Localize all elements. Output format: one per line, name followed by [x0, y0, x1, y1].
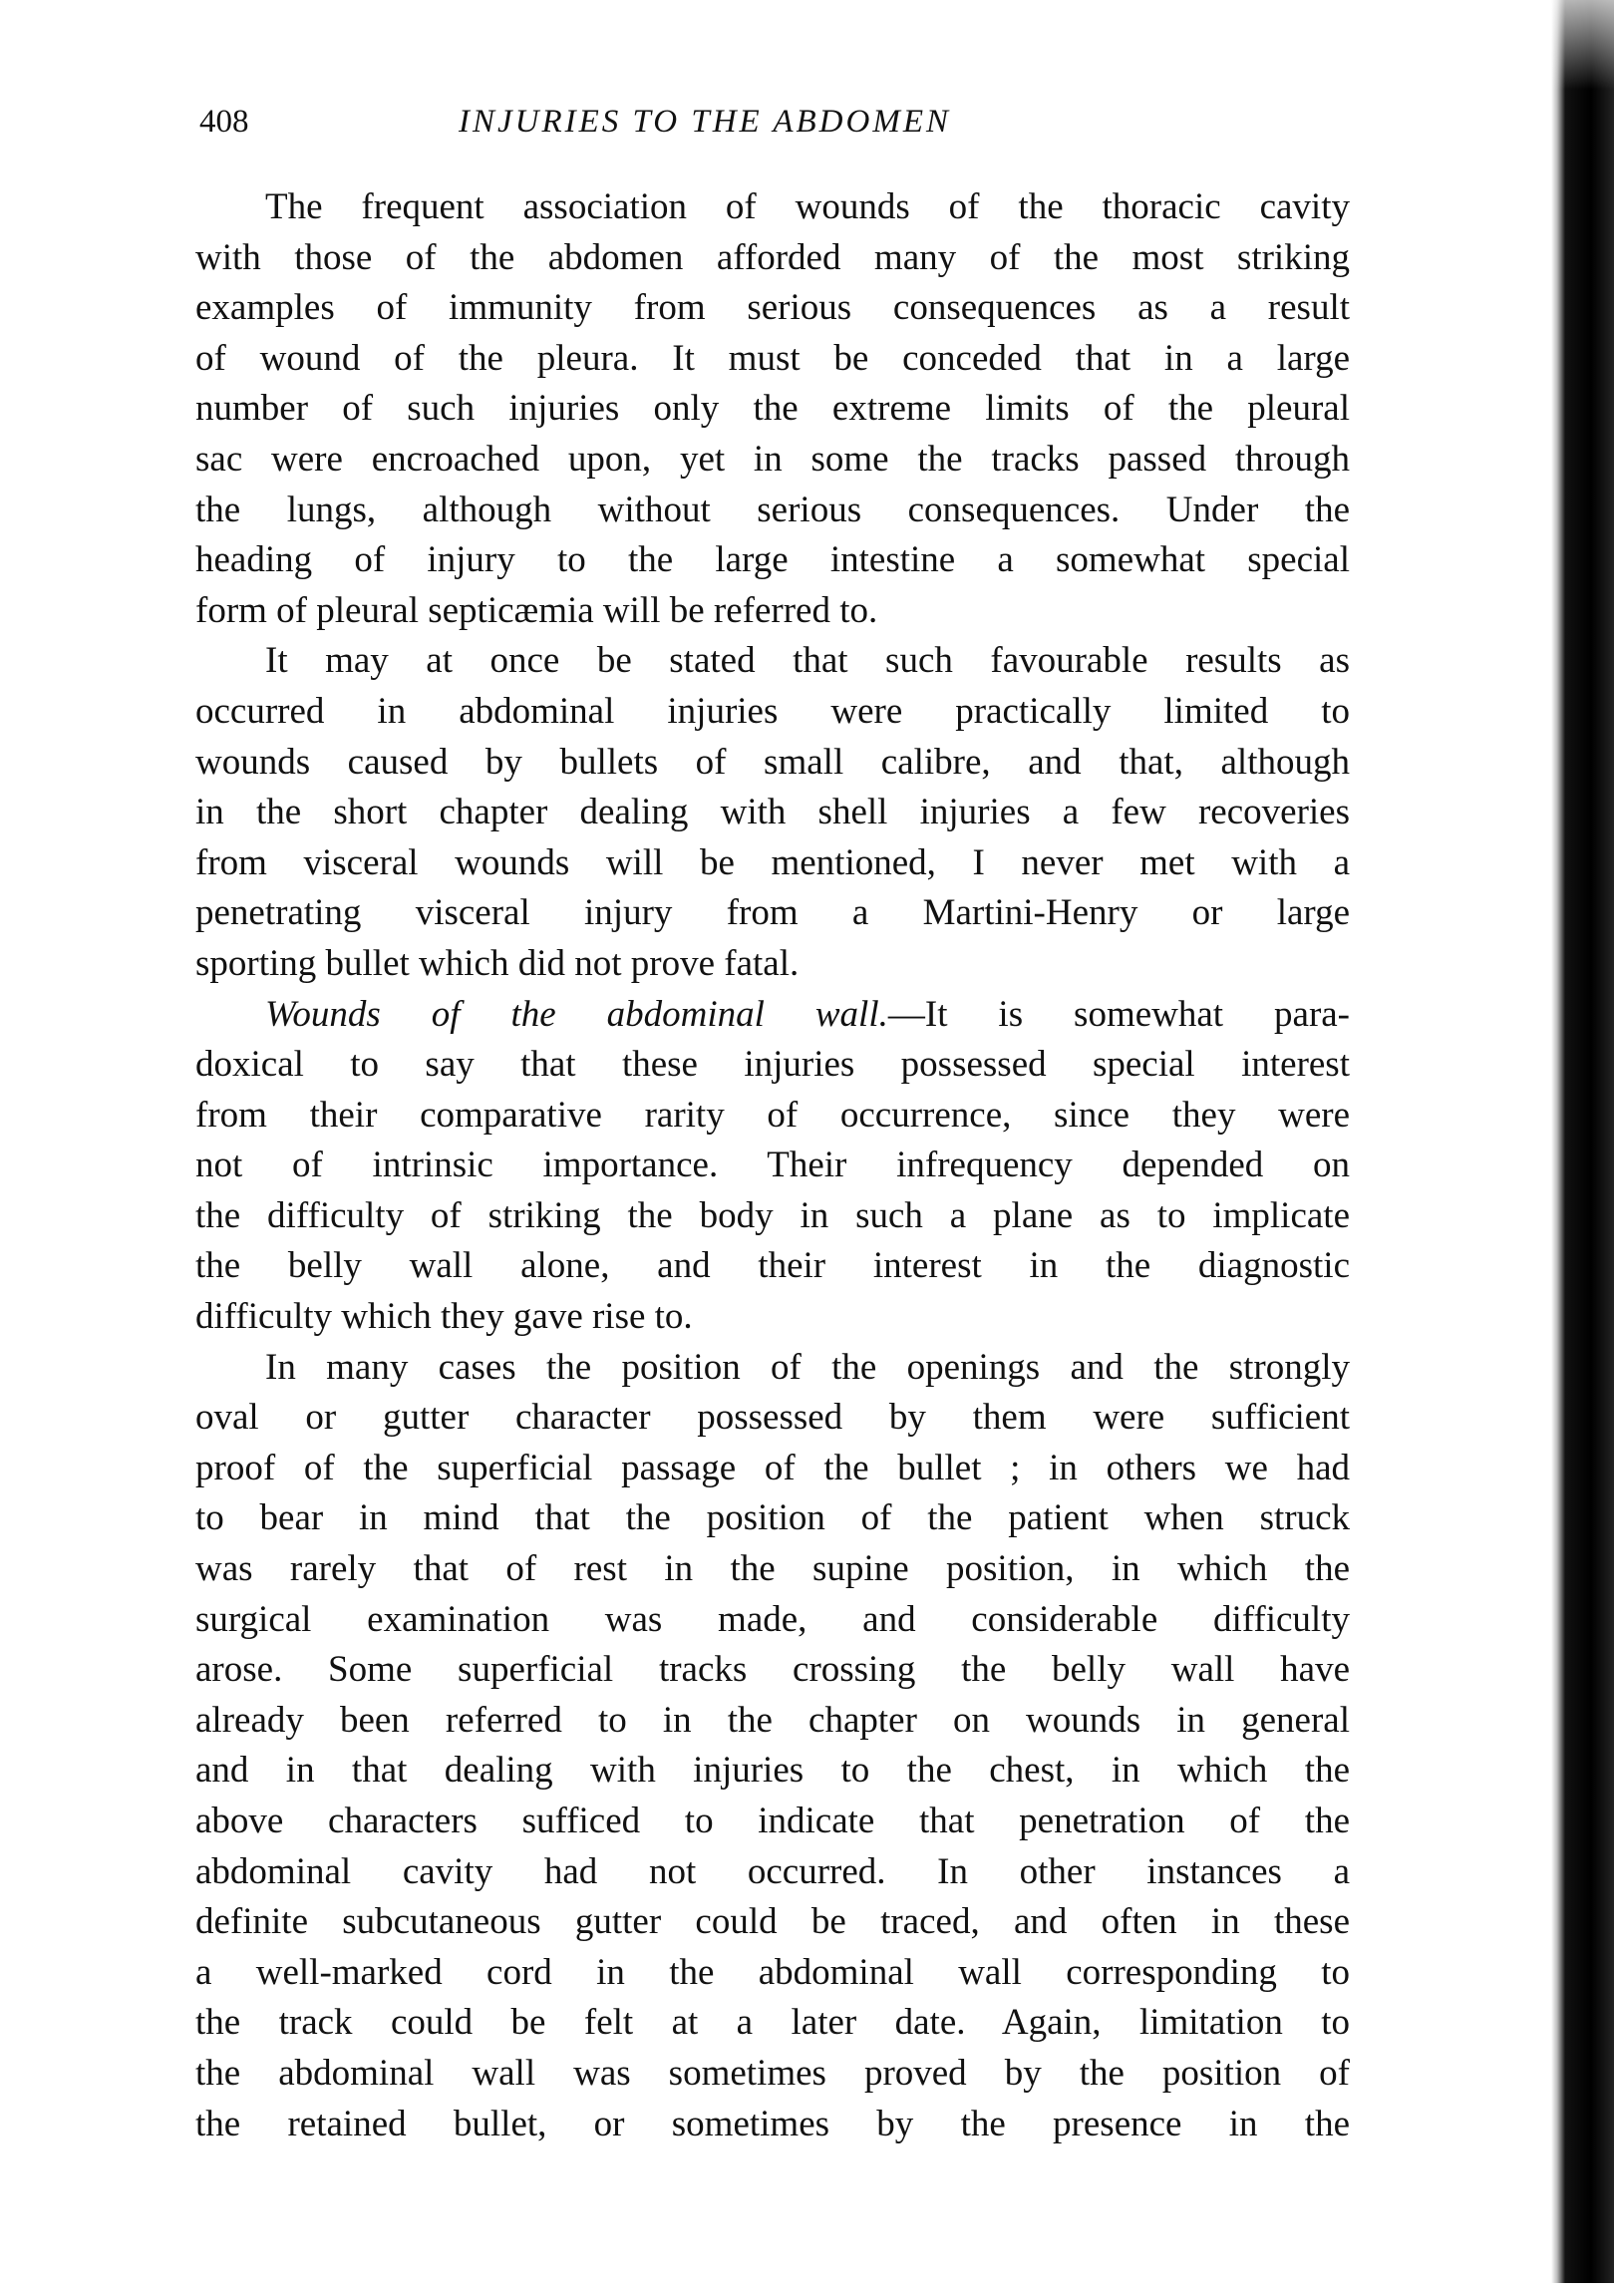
text-line: The frequent association of wounds of the thoracic cavity — [265, 186, 1350, 227]
text-line: from their comparative rarity of occurrence, since they were — [195, 1094, 1350, 1136]
text-line: above characters sufficed to indicate that penetration of the — [195, 1801, 1350, 1841]
text-line: It may at once be stated that such favourable results as — [265, 640, 1350, 682]
paragraph — [195, 1343, 1350, 2150]
text-line: difficulty which they gave rise to. — [195, 1296, 693, 1338]
text-line: penetrating visceral injury from a Martini-Henry or large — [195, 892, 1350, 934]
text-line: wounds caused by bullets of small calibre, and that, although — [195, 741, 1350, 783]
text-line: the lungs, although without serious consequences. Under the — [195, 489, 1350, 530]
text-line: surgical examination was made, and considerable difficulty — [195, 1598, 1350, 1640]
text-line: heading of injury to the large intestine a somewhat special — [195, 539, 1350, 581]
running-head: INJURIES TO THE ABDOMEN — [459, 104, 952, 140]
text-line: doxical to say that these injuries possessed special interest — [195, 1044, 1350, 1086]
text-line: was rarely that of rest in the supine position, in which the — [195, 1548, 1350, 1590]
paragraph — [195, 636, 1350, 989]
text-line: arose. Some superficial tracks crossing the belly wall have — [195, 1649, 1350, 1691]
text-line: the track could be felt at a later date. Again, limitation to — [195, 2002, 1350, 2044]
text-line: definite subcutaneous gutter could be traced, and often in these — [195, 1901, 1350, 1943]
text-line: proof of the superficial passage of the bullet ; in others we had — [195, 1447, 1350, 1488]
text-line: with those of the abdomen afforded many of the most striking — [195, 236, 1350, 278]
text-line: not of intrinsic importance. Their infrequency depended on — [195, 1145, 1350, 1186]
body-text — [195, 182, 1350, 2149]
text-line: form of pleural septicæmia will be referred to. — [195, 589, 878, 631]
text-line: a well-marked cord in the abdominal wall corresponding to — [195, 1951, 1350, 1993]
text-line: occurred in abdominal injuries were practically limited to — [195, 690, 1350, 732]
text-line: to bear in mind that the position of the patient when struck — [195, 1497, 1350, 1539]
scan-edge-fade — [1551, 0, 1614, 90]
text-line: sac were encroached upon, yet in some the tracks passed through — [195, 438, 1350, 480]
text-line-rest: —It is somewhat para- — [887, 993, 1351, 1035]
text-line: the difficulty of striking the body in such a plane as to implicate — [195, 1194, 1350, 1236]
section-heading-italic: Wounds of the abdominal wall. — [265, 993, 888, 1035]
text-line: the abdominal wall was sometimes proved by the position of — [195, 2052, 1350, 2094]
text-line: oval or gutter character possessed by them were sufficient — [195, 1397, 1350, 1439]
page-number: 408 — [199, 104, 249, 140]
text-line — [195, 990, 1350, 1041]
text-line: abdominal cavity had not occurred. In other instances a — [195, 1850, 1350, 1892]
scan-edge-shadow — [1551, 0, 1614, 2283]
text-line: the retained bullet, or sometimes by the presence in the — [195, 2103, 1350, 2144]
text-line: In many cases the position of the openings and the strongly — [265, 1346, 1350, 1388]
text-line: the belly wall alone, and their interest in the diagnostic — [195, 1245, 1350, 1287]
text-line: examples of immunity from serious consequences as a result — [195, 287, 1350, 329]
text-line: number of such injuries only the extreme limits of the pleural — [195, 388, 1350, 430]
text-line: sporting bullet which did not prove fatal. — [195, 942, 800, 984]
paragraph — [195, 990, 1350, 1343]
text-line: and in that dealing with injuries to the chest, in which the — [195, 1750, 1350, 1792]
text-line: already been referred to in the chapter on wounds in general — [195, 1699, 1350, 1741]
text-line: from visceral wounds will be mentioned, I never met with a — [195, 841, 1350, 883]
text-line: in the short chapter dealing with shell injuries a few recoveries — [195, 792, 1350, 833]
paragraph — [195, 182, 1350, 636]
text-line: of wound of the pleura. It must be conceded that in a large — [195, 337, 1350, 379]
